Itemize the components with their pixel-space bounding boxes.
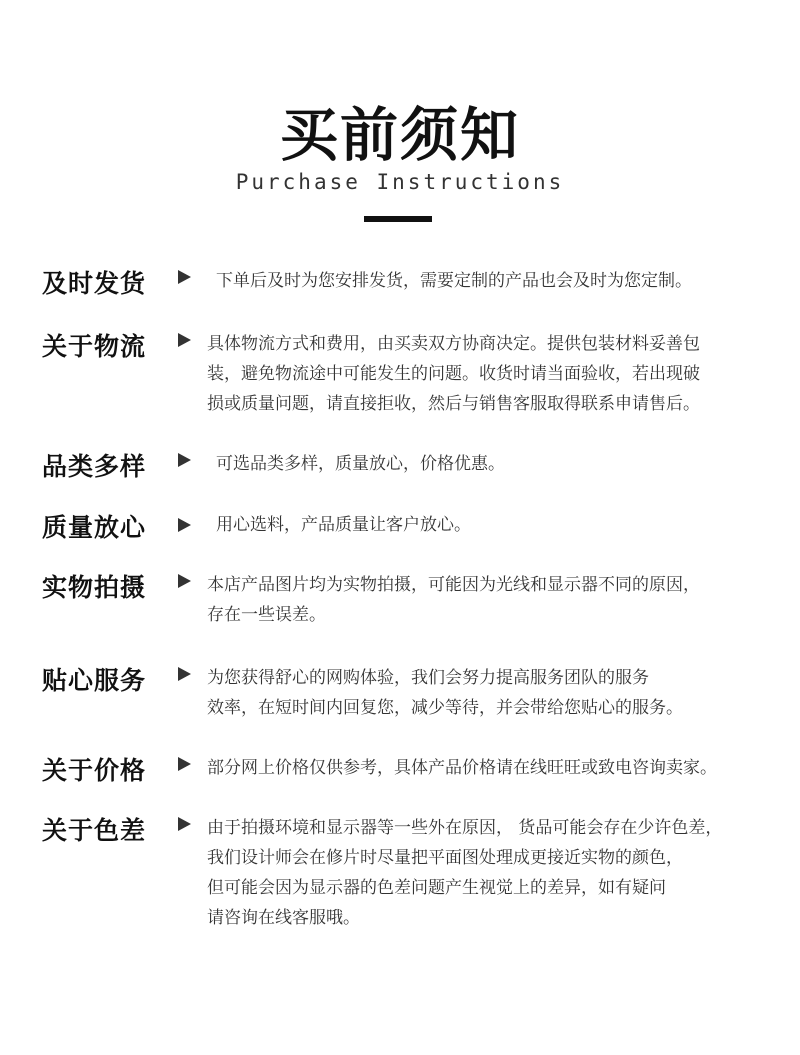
arrow-icon	[178, 574, 191, 588]
instruction-text-line: 用心选料，产品质量让客户放心。	[216, 515, 471, 535]
arrow-icon	[178, 333, 191, 347]
instruction-text-line: 效率，在短时间内回复您，减少等待，并会带给您贴心的服务。	[207, 698, 683, 718]
instruction-label: 关于价格	[42, 756, 147, 785]
instruction-label: 及时发货	[42, 269, 147, 298]
instruction-text	[216, 266, 776, 296]
instruction-text	[216, 510, 776, 540]
instruction-text-line: 本店产品图片均为实物拍摄，可能因为光线和显示器不同的原因，	[207, 575, 700, 595]
instruction-label: 关于色差	[42, 816, 147, 845]
instruction-text	[207, 813, 767, 933]
instruction-text	[207, 663, 767, 723]
instruction-text-line: 为您获得舒心的网购体验，我们会努力提高服务团队的服务	[207, 668, 649, 688]
instruction-text-line: 装，避免物流途中可能发生的问题。收货时请当面验收，若出现破	[207, 364, 700, 384]
instruction-label: 关于物流	[42, 332, 147, 361]
instruction-label: 贴心服务	[42, 666, 147, 695]
instruction-text-line: 可选品类多样，质量放心，价格优惠。	[216, 454, 505, 474]
instruction-text	[207, 570, 767, 630]
instruction-text	[216, 449, 776, 479]
arrow-icon	[178, 518, 191, 532]
arrow-icon	[178, 817, 191, 831]
instruction-text	[207, 329, 767, 419]
instruction-text-line: 我们设计师会在修片时尽量把平面图处理成更接近实物的颜色，	[207, 848, 683, 868]
title-divider	[364, 216, 432, 222]
arrow-icon	[178, 757, 191, 771]
instruction-text-line: 具体物流方式和费用，由买卖双方协商决定。提供包装材料妥善包	[207, 334, 700, 354]
instruction-text-line: 部分网上价格仅供参考，具体产品价格请在线旺旺或致电咨询卖家。	[207, 758, 717, 778]
instruction-label: 实物拍摄	[42, 573, 147, 602]
instruction-text-line: 由于拍摄环境和显示器等一些外在原因， 货品可能会存在少许色差，	[207, 818, 723, 838]
arrow-icon	[178, 667, 191, 681]
instruction-text-line: 请咨询在线客服哦。	[207, 908, 360, 928]
page-title: 买前须知	[279, 101, 520, 169]
arrow-icon	[178, 453, 191, 467]
instruction-text-line: 但可能会因为显示器的色差问题产生视觉上的差异，如有疑问	[207, 878, 666, 898]
instruction-text-line: 存在一些误差。	[207, 605, 326, 625]
instruction-text-line: 损或质量问题，请直接拒收，然后与销售客服取得联系申请售后。	[207, 394, 700, 414]
instruction-label: 质量放心	[42, 513, 147, 542]
instruction-text-line: 下单后及时为您安排发货，需要定制的产品也会及时为您定制。	[216, 271, 692, 291]
instruction-label: 品类多样	[42, 452, 147, 481]
arrow-icon	[178, 270, 191, 284]
page-subtitle: Purchase Instructions	[235, 170, 565, 194]
instruction-text	[207, 753, 767, 783]
